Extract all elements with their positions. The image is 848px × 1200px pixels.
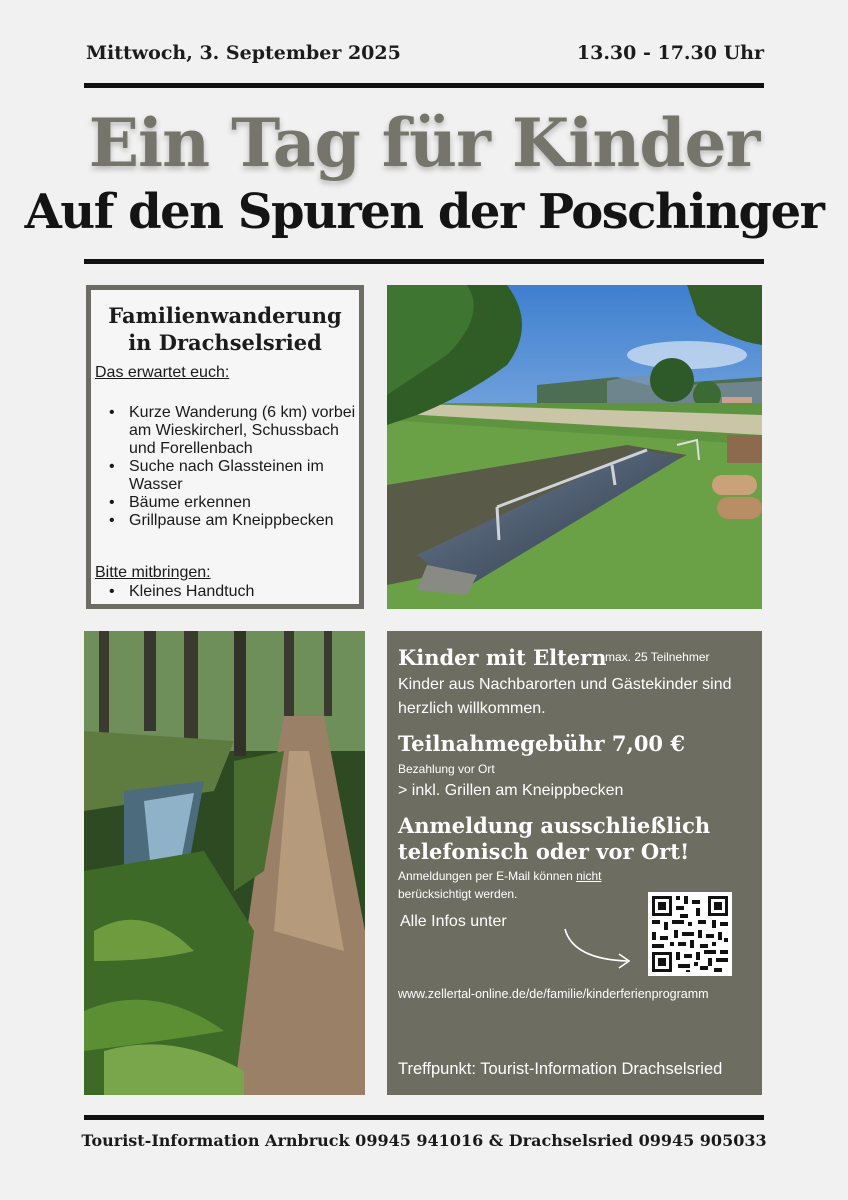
event-time: 13.30 - 17.30 Uhr: [576, 42, 764, 64]
registration-title-line2: telefonisch oder vor Ort!: [398, 839, 690, 864]
hike-info-box: [86, 285, 364, 609]
list-item: • Suche nach Glassteinen im Wasser: [95, 458, 357, 494]
registration-note-emphasis: nicht: [576, 869, 602, 883]
registration-note-part1: Anmeldungen per E-Mail können: [398, 869, 577, 883]
list-item: • Bäume erkennen: [95, 494, 357, 512]
headline: Ein Tag für Kinder: [88, 104, 760, 182]
arrow-icon: [559, 921, 639, 977]
details-panel: [387, 631, 762, 1095]
expect-list: [95, 404, 357, 530]
kneipp-pool-photo: [387, 285, 762, 609]
fee-included: > inkl. Grillen am Kneippbecken: [398, 782, 624, 799]
list-item: • Kleines Handtuch: [95, 583, 357, 601]
registration-title: [398, 813, 710, 865]
bring-list: [95, 583, 357, 601]
top-divider: [84, 83, 764, 88]
fee-note: Bezahlung vor Ort: [398, 762, 495, 776]
subheadline: Auf den Spuren der Poschinger: [24, 184, 824, 240]
event-date: Mittwoch, 3. September 2025: [86, 42, 401, 64]
kids-text: Kinder aus Nachbarorten und Gästekinder sind herzlich willkommen.: [398, 676, 732, 717]
bottom-divider: [84, 1115, 764, 1120]
fee-title: Teilnahmegebühr 7,00 €: [398, 731, 685, 756]
kids-title: Kinder mit Eltern: [398, 645, 607, 670]
bring-label: Bitte mitbringen:: [95, 564, 211, 581]
info-label: Alle Infos unter: [400, 913, 507, 930]
middle-divider: [84, 259, 764, 264]
footer-contacts: Tourist-Information Arnbruck 09945 941016 & Drachselsried 09945 905033: [81, 1131, 767, 1150]
qr-code-icon[interactable]: [648, 892, 732, 976]
list-item: • Grillpause am Kneippbecken: [95, 512, 357, 530]
meeting-point: Treffpunkt: Tourist-Information Drachselsried: [398, 1060, 723, 1078]
box-heading: [91, 302, 359, 356]
registration-note: [398, 867, 678, 903]
box-heading-line1: Familienwanderung: [108, 303, 342, 328]
registration-note-part2: berücksichtigt werden.: [398, 887, 518, 901]
expect-label: Das erwartet euch:: [95, 364, 230, 381]
forest-path-photo: [84, 631, 365, 1095]
box-heading-line2: in Drachselsried: [128, 330, 322, 355]
info-url[interactable]: www.zellertal-online.de/de/familie/kinderferienprogramm: [398, 987, 709, 1001]
list-item: • Kurze Wanderung (6 km) vorbei am Wieskircherl, Schussbach und Forellenbach: [95, 404, 357, 458]
participant-limit: max. 25 Teilnehmer: [605, 650, 710, 664]
registration-title-line1: Anmeldung ausschließlich: [398, 813, 711, 838]
